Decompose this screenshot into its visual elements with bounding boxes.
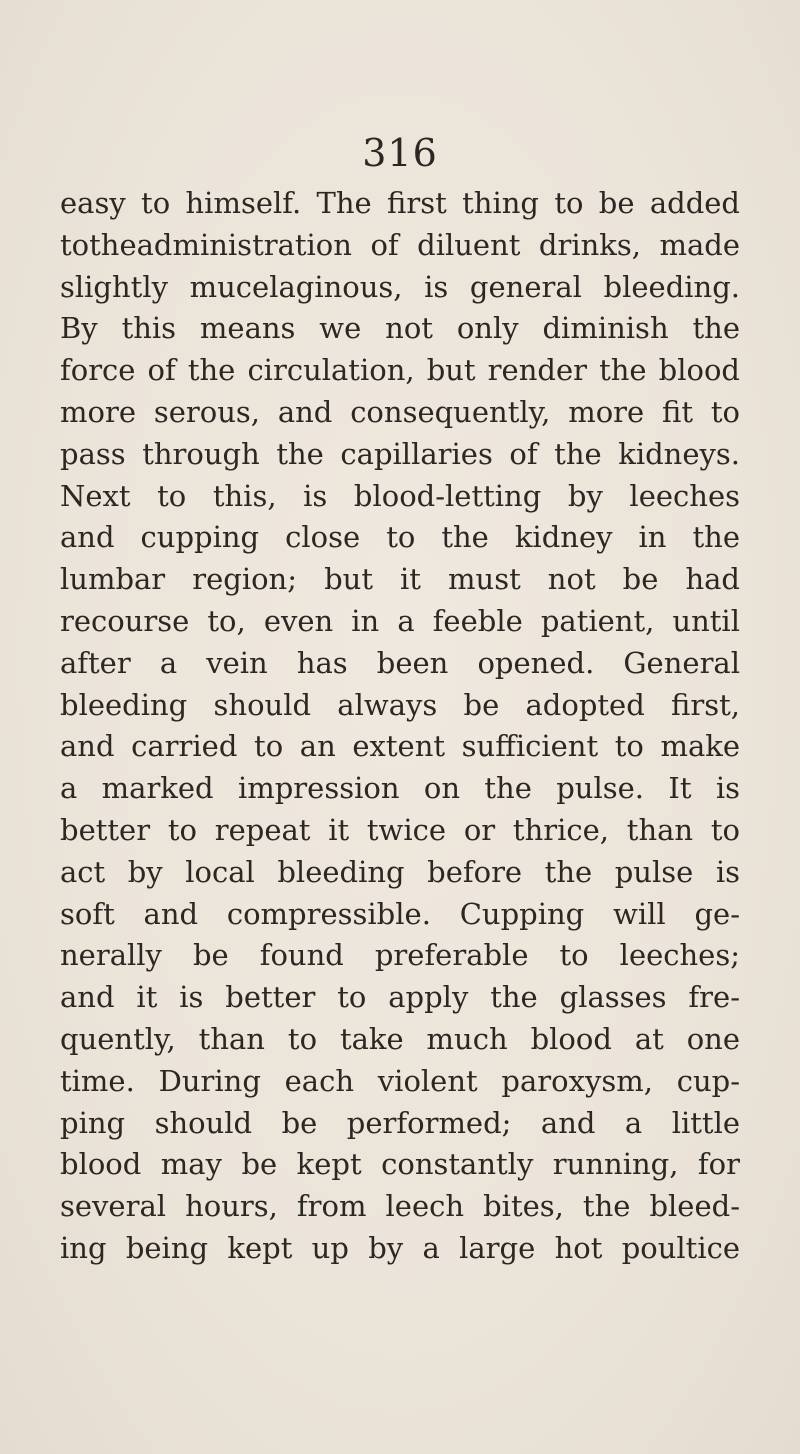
text-line: slightly mucelaginous, is general bleeding. — [60, 269, 740, 304]
text-line: and it is better to apply the glasses fre- — [60, 980, 740, 1015]
text-line: more serous, and consequently, more fit to — [60, 394, 740, 429]
text-line: lumbar region; but it must not be had — [60, 562, 740, 597]
text-line: ing being kept up by a large hot poultice — [60, 1230, 740, 1265]
text-line: force of the circulation, but render the blood — [60, 353, 740, 388]
text-line: Next to this, is blood-letting by leeches — [60, 478, 740, 513]
text-line: quently, than to take much blood at one — [60, 1021, 740, 1056]
text-line: blood may be kept constantly running, for — [60, 1147, 740, 1182]
body-text — [60, 183, 740, 1270]
text-line: after a vein has been opened. General — [60, 645, 740, 680]
text-line: easy to himself. The first thing to be added — [60, 186, 740, 220]
text-line: ping should be performed; and a little — [60, 1105, 740, 1140]
text-line: nerally be found preferable to leeches; — [60, 938, 740, 973]
text-line: totheadministration of diluent drinks, made — [60, 227, 740, 262]
text-line: better to repeat it twice or thrice, than to — [60, 812, 740, 847]
text-line: time. During each violent paroxysm, cup- — [60, 1063, 740, 1098]
page-number: 316 — [362, 131, 438, 175]
text-line: several hours, from leech bites, the bleed- — [60, 1189, 740, 1224]
text-line: and carried to an extent sufficient to make — [60, 729, 740, 764]
text-line: act by local bleeding before the pulse is — [60, 854, 740, 889]
text-line: recourse to, even in a feeble patient, until — [60, 603, 740, 638]
text-line: and cupping close to the kidney in the — [60, 520, 740, 555]
text-line: pass through the capillaries of the kidneys. — [60, 436, 740, 471]
text-line: By this means we not only diminish the — [60, 311, 740, 346]
text-line: bleeding should always be adopted first, — [60, 687, 740, 722]
text-line: a marked impression on the pulse. It is — [60, 771, 740, 806]
text-line: soft and compressible. Cupping will ge- — [60, 896, 740, 931]
